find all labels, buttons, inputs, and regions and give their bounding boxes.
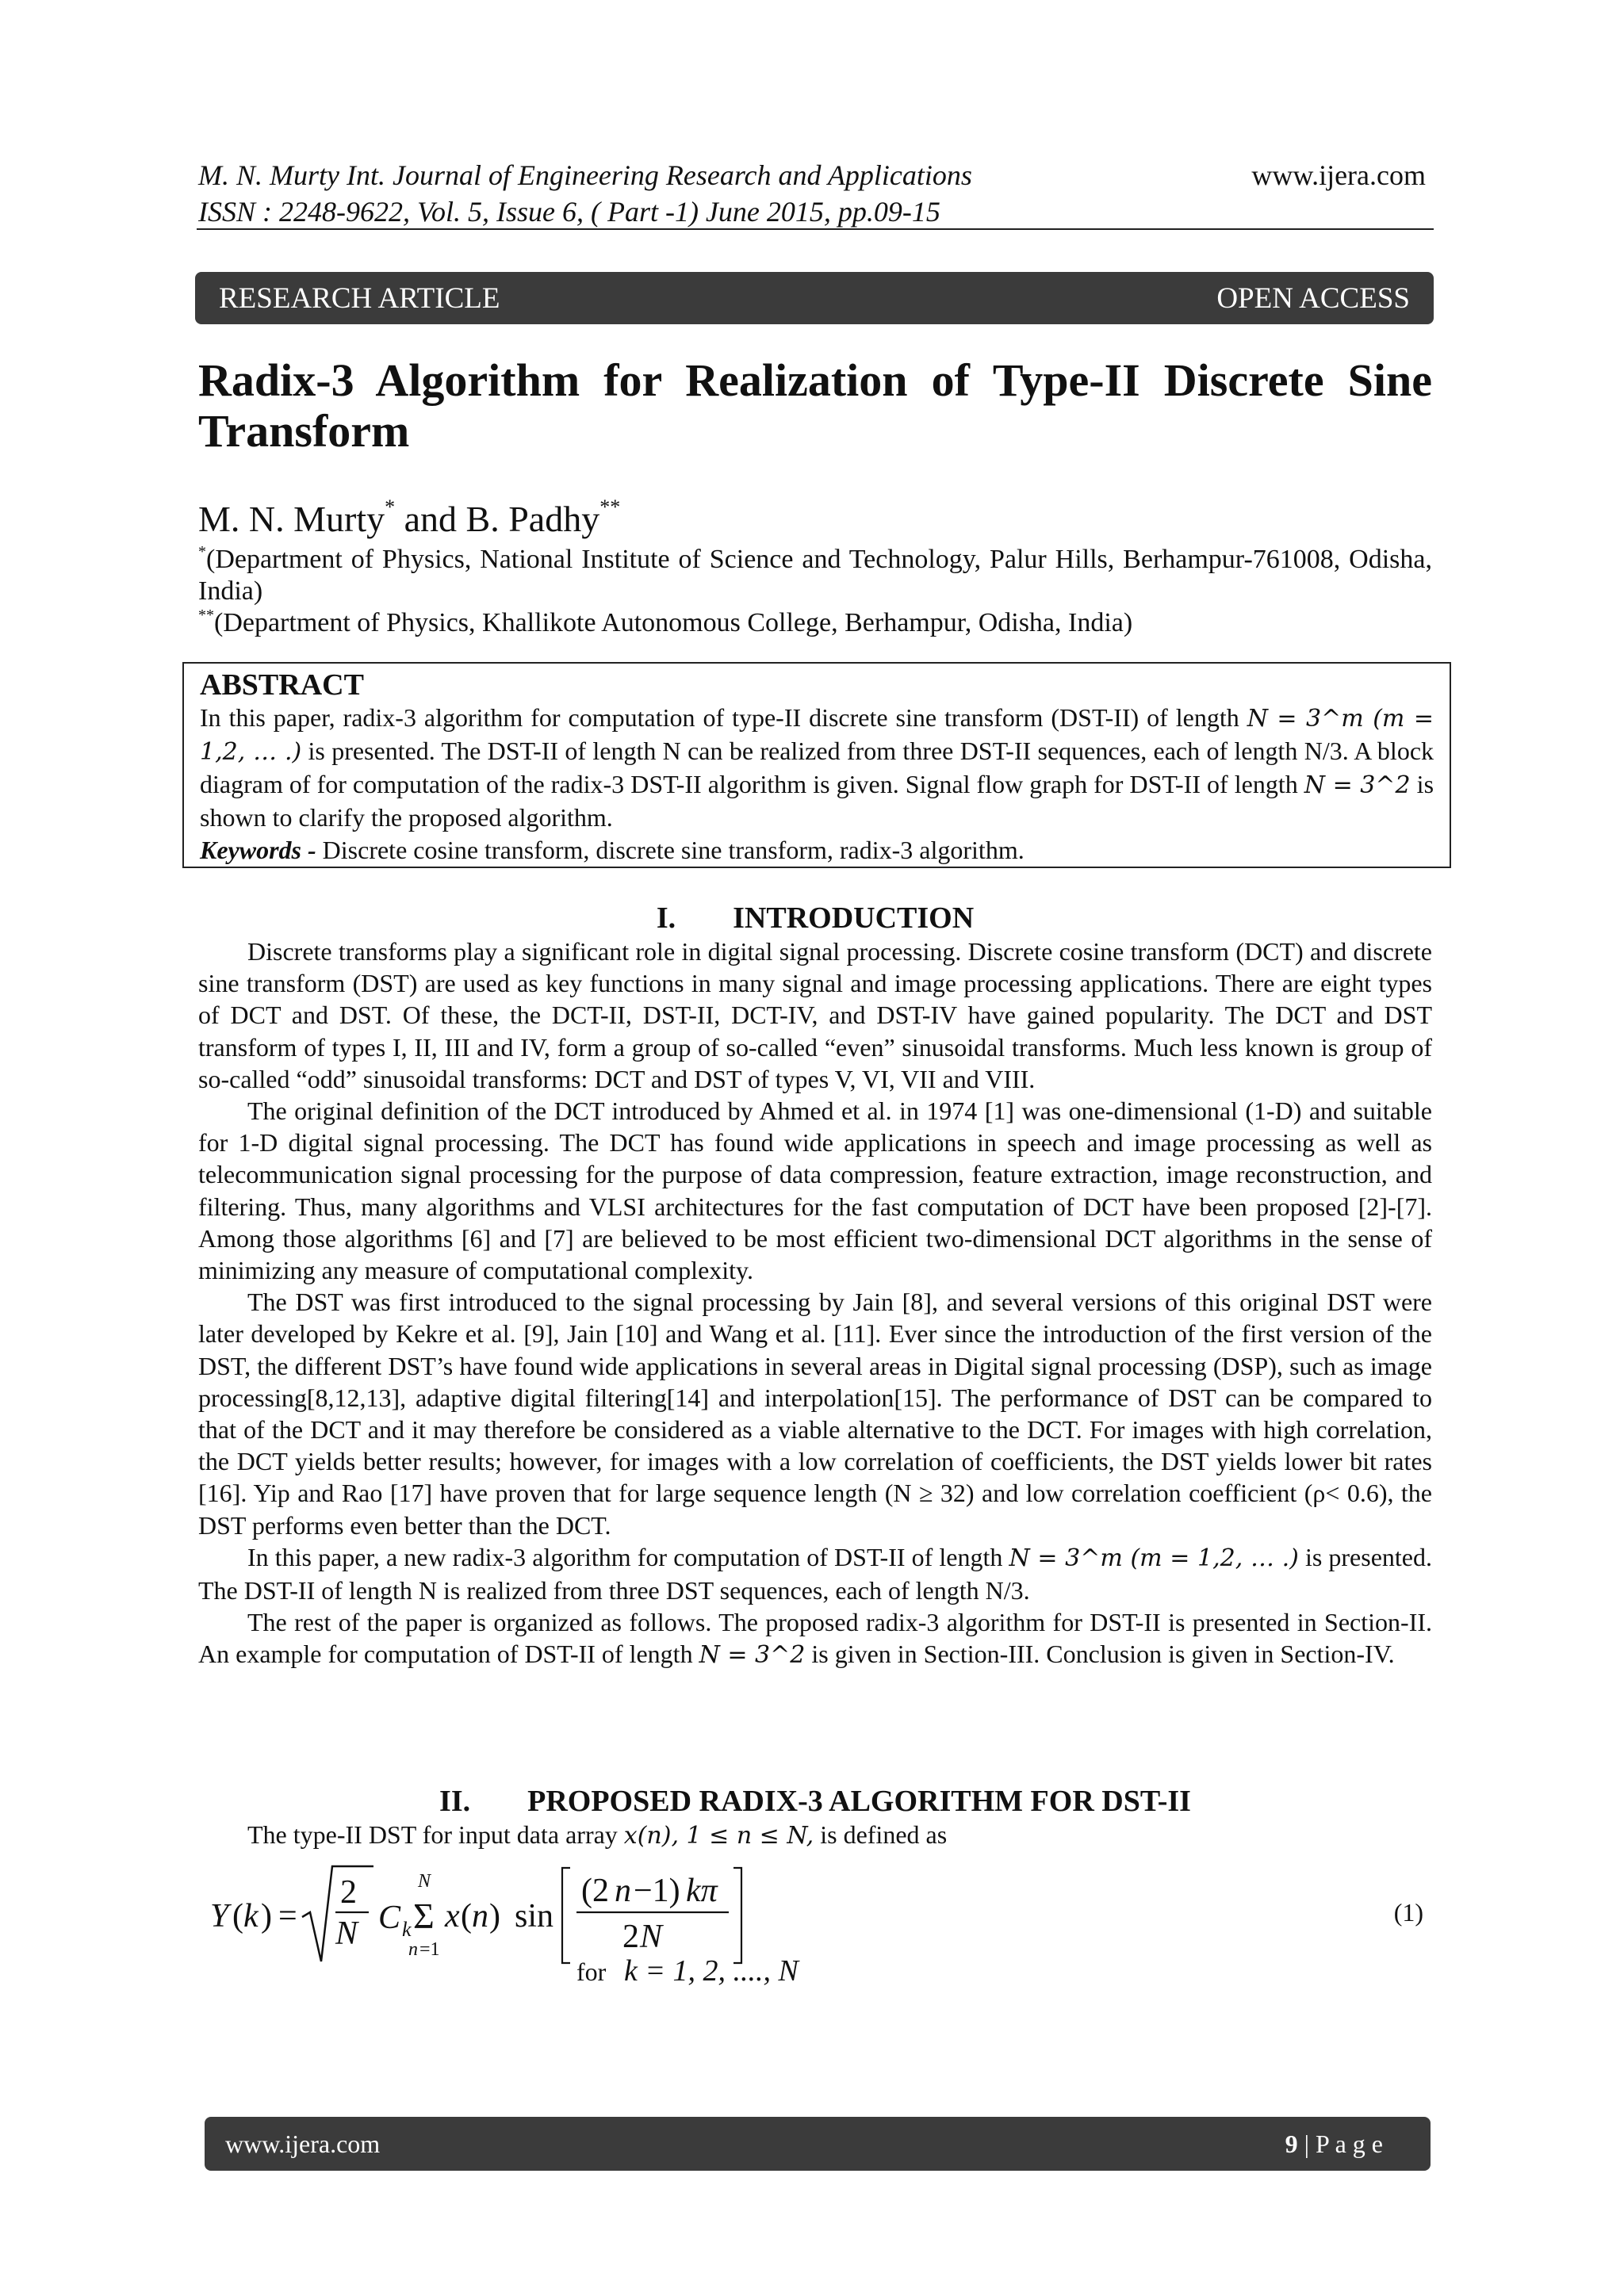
author-2: B. Padhy	[465, 499, 600, 539]
svg-text:C: C	[378, 1900, 401, 1936]
affiliation-1	[198, 536, 1432, 607]
svg-text:N: N	[418, 1871, 431, 1892]
intro-eq-example: N = 3^2	[699, 1641, 806, 1670]
section-2-number: II.	[439, 1785, 471, 1818]
svg-text:(2: (2	[581, 1873, 609, 1909]
journal-line: M. N. Murty Int. Journal of Engineering Research and Applications	[198, 159, 972, 191]
svg-text:): )	[489, 1898, 500, 1934]
intro-paragraph: The rest of the paper is organized as follows. The proposed radix-3 algorithm for DST-II is presented in Section-II. An example for computation of DST-II of length N = 3^2 is given in Section-III. Conclusion is given in Section-IV.	[198, 1608, 1432, 1670]
equation-1-for: for	[576, 1957, 607, 1986]
intro-paragraph: The original definition of the DCT introduced by Ahmed et al. in 1974 [1] was one-dimensional (1-D) and suitable for 1-D digital signal processing. The DCT has found wide applications in speech and image processing as well as telecommunication signal processing for the purpose of data compression, feature extraction, image reconstruction, and filtering. Thus, many algorithms and VLSI architectures for the fast computation of DCT have been proposed [2]-[7]. Among those algorithms [6] and [7] are believed to be most efficient two-dimensional DCT algorithms in the sense of minimizing any measure of computational complexity.	[198, 1096, 1432, 1285]
affiliation-1-mark: *	[198, 543, 206, 561]
affiliation-2	[198, 599, 1432, 639]
svg-text:2: 2	[622, 1919, 639, 1955]
svg-text:kπ: kπ	[686, 1873, 718, 1909]
svg-text:Y: Y	[210, 1898, 229, 1934]
footer-website-link[interactable]: www.ijera.com	[225, 2129, 381, 2158]
svg-text:2: 2	[340, 1874, 357, 1911]
issn-line: ISSN : 2248-9622, Vol. 5, Issue 6, ( Part -1) June 2015, pp.09-15	[198, 196, 940, 228]
svg-text:(: (	[232, 1898, 243, 1934]
section-1-title: INTRODUCTION	[733, 901, 975, 935]
keywords-label: Keywords -	[200, 836, 316, 864]
affiliation-1-text: (Department of Physics, National Institute of Science and Technology, Palur Hills, Berhampur-761008, Odisha, India)	[198, 545, 1432, 606]
abstract-eq-example: N = 3^2	[1304, 771, 1411, 799]
section-2-heading	[198, 1784, 1432, 1819]
svg-text:k: k	[243, 1898, 259, 1934]
header-rule	[197, 228, 1434, 230]
svg-text:n: n	[615, 1873, 631, 1909]
equation-1	[210, 1862, 1431, 1988]
article-type-band	[195, 272, 1434, 324]
author-2-mark: **	[599, 496, 621, 519]
svg-text:=1: =1	[419, 1939, 440, 1960]
header-website-link[interactable]: www.ijera.com	[1251, 159, 1426, 191]
intro-paragraph: In this paper, a new radix-3 algorithm for computation of DST-II of length N = 3^m (m = 1,2, … .) is presented. The DST-II of length N is realized from three DST sequences, each of length N/3.	[198, 1542, 1432, 1605]
introduction-body	[198, 936, 1432, 1672]
intro-paragraph: The DST was first introduced to the signal processing by Jain [8], and several versions of this original DST were later developed by Kekre et al. [9], Jain [10] and Wang et al. [11]. Ever since the introduction of the first version of the DST, the different DST’s have found wide applications in several areas in Digital signal processing (DSP), such as image processing[8,12,13], adaptive digital filtering[14] and interpolation[15]. The performance of DST can be compared to that of the DCT and it may therefore be considered as a viable alternative to the DCT. For images with high correlation, the DCT yields better results; however, for images with a low correlation of coefficients, the DST yields lower bit rates [16]. Yip and Rao [17] have proven that for large sequence length (N ≥ 32) and low correlation coefficient (ρ< 0.6), the DST performs even better than the DCT.	[198, 1288, 1432, 1540]
svg-text:Σ: Σ	[413, 1896, 435, 1936]
keywords-line	[200, 834, 1434, 867]
intro-paragraph: Discrete transforms play a significant role in digital signal processing. Discrete cosine transform (DCT) and discrete sine transform (DST) are used as key functions in many signal and image processing applications. There are eight types of DCT and DST. Of these, the DCT-II, DST-II, DCT-IV, and DST-IV have gained popularity. The DCT and DST transform of types I, II, III and IV, form a group of so-called “even” sinusoidal transforms. Much less known is group of so-called “odd” sinusoidal transforms: DCT and DST of types V, VI, VII and VIII.	[198, 937, 1432, 1093]
equation-1-range: k = 1, 2, ...., N	[624, 1954, 799, 1988]
author-1: M. N. Murty	[198, 499, 385, 539]
svg-text:−1): −1)	[634, 1873, 680, 1909]
svg-text:x: x	[445, 1898, 460, 1934]
keywords-text: Discrete cosine transform, discrete sine transform, radix-3 algorithm.	[322, 836, 1025, 864]
running-header	[198, 157, 972, 230]
svg-text:=: =	[278, 1898, 297, 1934]
open-access-label: OPEN ACCESS	[1216, 281, 1410, 315]
abstract-eq-length: N = 3^m (m = 1,2, … .)	[200, 705, 1434, 766]
section-2-intro: The type-II DST for input data array x(n), 1 ≤ n ≤ N, is defined as	[247, 1820, 948, 1850]
paper-title: Radix-3 Algorithm for Realization of Type-II Discrete Sine Transform	[198, 354, 1432, 457]
abstract-text: In this paper, radix-3 algorithm for computation of type-II discrete sine transform (DST-II) of length N = 3^m (m = 1,2, … .) is presented. The DST-II of length N can be realized from three DST-II sequences, each of length N/3. A block diagram of for computation of the radix-3 DST-II algorithm is given. Signal flow graph for DST-II of length N = 3^2 is shown to clarify the proposed algorithm.	[200, 703, 1434, 832]
svg-text:): )	[261, 1898, 272, 1934]
section-2-title: PROPOSED RADIX-3 ALGORITHM FOR DST-II	[527, 1785, 1191, 1818]
svg-text:n: n	[472, 1898, 488, 1934]
intro-eq-length: N = 3^m (m = 1,2, … .)	[1009, 1544, 1299, 1572]
page-footer	[205, 2117, 1431, 2171]
abstract-heading: ABSTRACT	[200, 668, 364, 702]
section-2-intro-eq: x(n), 1 ≤ n ≤ N,	[623, 1822, 814, 1850]
author-conjunction: and	[395, 499, 466, 539]
research-article-label: RESEARCH ARTICLE	[219, 281, 500, 315]
svg-text:N: N	[640, 1919, 663, 1955]
affiliation-2-mark: **	[198, 607, 214, 624]
svg-text:k: k	[402, 1918, 412, 1941]
svg-text:(: (	[461, 1898, 472, 1934]
page-number: 9 | P a g e	[1285, 2129, 1383, 2158]
equation-1-graphic	[210, 1862, 1431, 1988]
svg-text:N: N	[335, 1915, 358, 1952]
svg-text:n: n	[408, 1939, 418, 1960]
author-line	[198, 485, 620, 541]
author-1-mark: *	[385, 496, 396, 519]
equation-1-number: (1)	[1393, 1898, 1423, 1927]
section-1-heading	[198, 901, 1432, 936]
abstract-box	[182, 662, 1451, 868]
svg-text:sin: sin	[515, 1898, 554, 1934]
section-1-number: I.	[656, 901, 676, 935]
affiliation-2-text: (Department of Physics, Khallikote Autonomous College, Berhampur, Odisha, India)	[214, 608, 1133, 637]
